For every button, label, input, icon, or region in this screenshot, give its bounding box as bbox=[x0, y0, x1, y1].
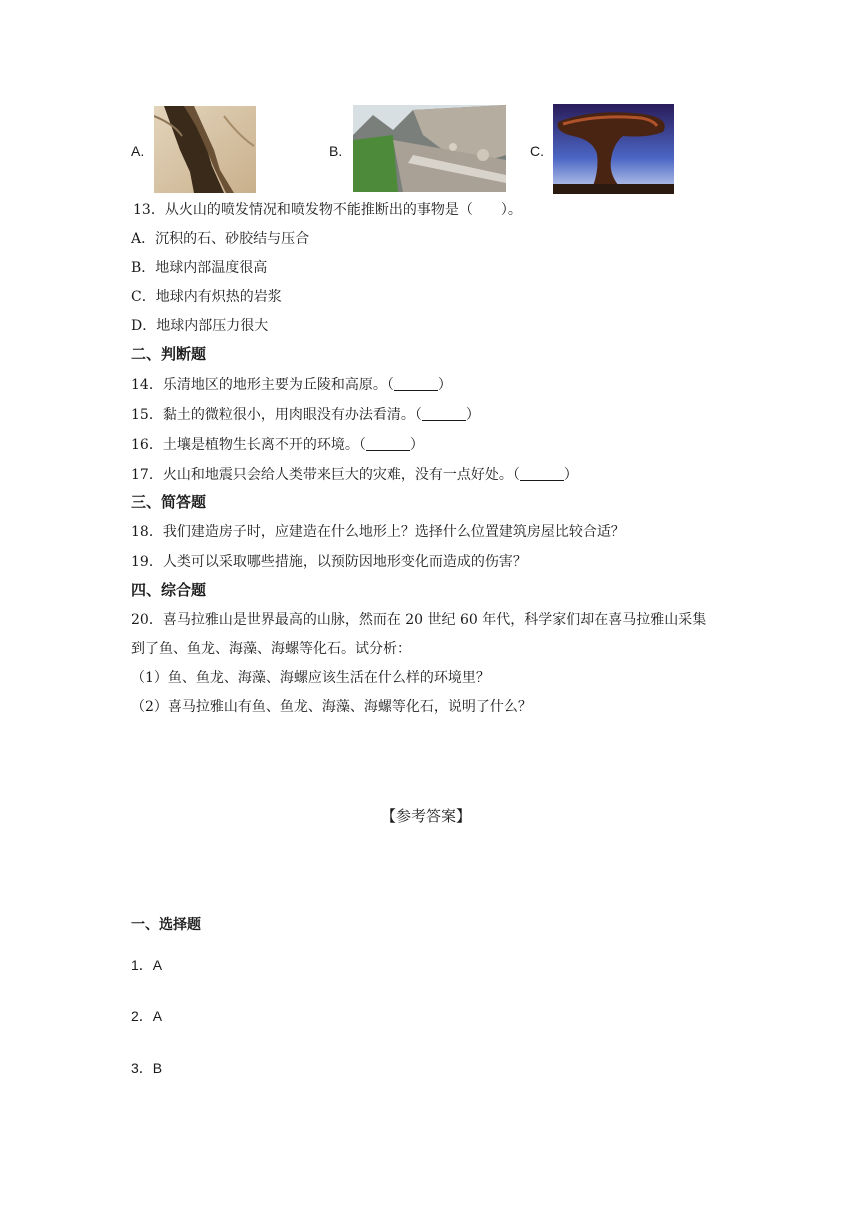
option-b-label: B. bbox=[329, 143, 343, 159]
q20-line2: 到了鱼、鱼龙、海藻、海螺等化石。试分析： bbox=[131, 641, 411, 657]
q17-close: ） bbox=[563, 467, 578, 483]
q20-sub1: （1）鱼、鱼龙、海藻、海螺应该生活在什么样的环境里？ bbox=[131, 670, 490, 686]
q13-stem: 13．从火山的喷发情况和喷发物不能推断出的事物是（ ）。 bbox=[133, 202, 522, 218]
q20-sub2: （2）喜马拉雅山有鱼、鱼龙、海藻、海螺等化石，说明了什么？ bbox=[131, 699, 532, 715]
q15 bbox=[131, 407, 480, 422]
section-2-title: 二、判断题 bbox=[131, 345, 207, 363]
q15-close: ） bbox=[465, 407, 480, 423]
section-4-title: 四、综合题 bbox=[131, 581, 207, 599]
option-b-image bbox=[353, 105, 506, 192]
answers-title: 【参考答案】 bbox=[381, 807, 472, 825]
answer-2: 2．A bbox=[131, 1008, 163, 1024]
q18: 18．我们建造房子时，应建造在什么地形上？选择什么位置建筑房屋比较合适？ bbox=[131, 524, 625, 540]
q13-option-b: B．地球内部温度很高 bbox=[131, 260, 268, 276]
q19: 19．人类可以采取哪些措施，以预防因地形变化而造成的伤害？ bbox=[131, 554, 527, 570]
q13-option-a: A．沉积的石、砂胶结与压合 bbox=[131, 231, 310, 247]
q14-blank bbox=[394, 377, 438, 391]
q17 bbox=[131, 467, 578, 482]
q13-option-c: C．地球内有炽热的岩浆 bbox=[131, 289, 282, 305]
option-c-image bbox=[553, 104, 674, 194]
option-a-image bbox=[154, 106, 256, 193]
answer-1: 1．A bbox=[131, 957, 163, 973]
answers-section-1-title: 一、选择题 bbox=[131, 916, 201, 932]
q16-blank bbox=[366, 437, 410, 451]
q17-blank bbox=[520, 467, 564, 481]
q14 bbox=[131, 377, 452, 392]
option-a-label: A. bbox=[131, 143, 145, 159]
q13-option-d: D．地球内部压力很大 bbox=[131, 318, 269, 334]
q14-close: ） bbox=[437, 377, 452, 393]
q15-text: 15．黏土的微粒很小，用肉眼没有办法看清。（ bbox=[131, 407, 422, 423]
q16-close: ） bbox=[409, 437, 424, 453]
section-3-title: 三、简答题 bbox=[131, 493, 207, 511]
q17-text: 17．火山和地震只会给人类带来巨大的灾难，没有一点好处。（ bbox=[131, 467, 520, 483]
q14-text: 14．乐清地区的地形主要为丘陵和高原。（ bbox=[131, 377, 394, 393]
q16 bbox=[131, 437, 424, 452]
q16-text: 16．土壤是植物生长离不开的环境。（ bbox=[131, 437, 366, 453]
q15-blank bbox=[422, 407, 466, 421]
option-c-label: C. bbox=[530, 143, 544, 159]
q20-line1: 20．喜马拉雅山是世界最高的山脉，然而在 20 世纪 60 年代，科学家们却在喜马拉雅山采集 bbox=[131, 612, 707, 628]
answer-3: 3．B bbox=[131, 1060, 163, 1076]
